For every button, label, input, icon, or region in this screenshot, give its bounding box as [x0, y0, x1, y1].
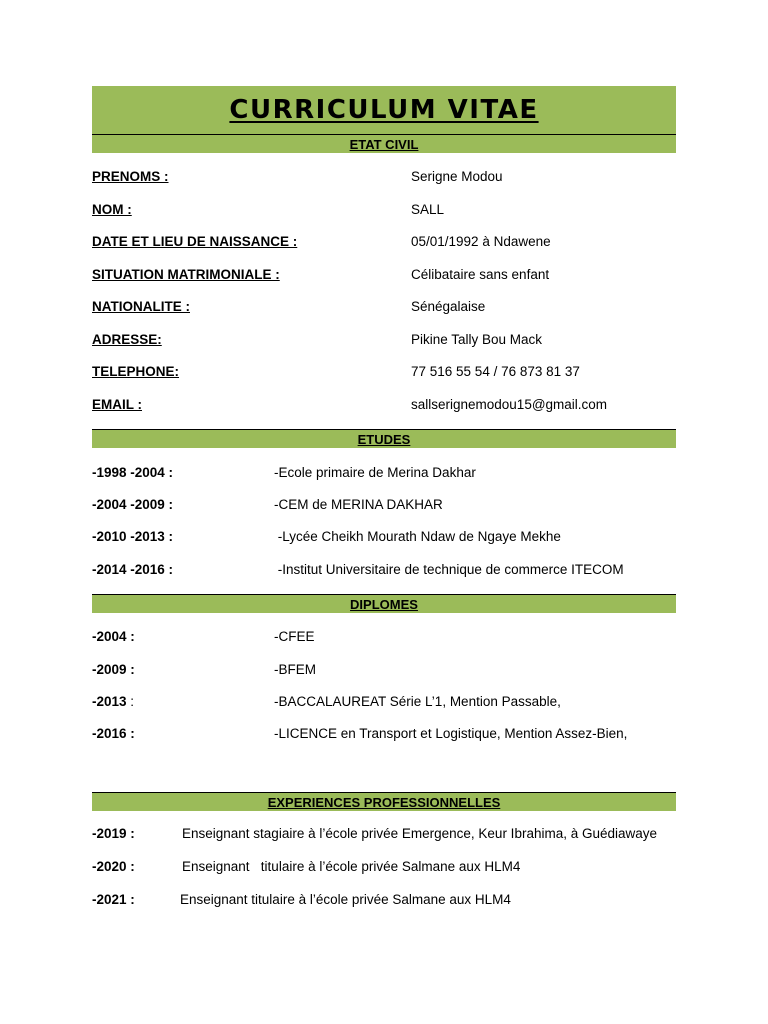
section-title-diplomes: DIPLOMES — [350, 596, 418, 612]
entry-description: -CFEE — [274, 629, 315, 644]
entry-description: -Institut Universitaire de technique de commerce ITECOM — [274, 562, 624, 577]
section-header-etat-civil — [92, 134, 676, 153]
civil-label: ADRESSE: — [92, 332, 162, 347]
etudes-row — [92, 526, 676, 548]
civil-row-telephone — [92, 361, 676, 383]
diplome-row — [92, 723, 676, 745]
entry-year: -2016 : — [92, 726, 135, 741]
entry-year — [92, 691, 134, 713]
civil-label: DATE ET LIEU DE NAISSANCE : — [92, 234, 298, 249]
section-title-experiences: EXPERIENCES PROFESSIONNELLES — [267, 794, 501, 810]
section-header-experiences — [92, 792, 676, 811]
civil-row-nationalite — [92, 296, 676, 318]
civil-value: 77 516 55 54 / 76 873 81 37 — [411, 364, 580, 379]
civil-row-prenoms — [92, 166, 676, 188]
section-title-etat-civil: ETAT CIVIL — [349, 136, 419, 152]
civil-row-naissance — [92, 231, 676, 253]
title-band — [92, 86, 676, 135]
section-header-diplomes — [92, 594, 676, 613]
entry-description: -Ecole primaire de Merina Dakhar — [274, 465, 476, 480]
entry-description: -Lycée Cheikh Mourath Ndaw de Ngaye Mekhe — [274, 529, 561, 544]
entry-year: -2021 : — [92, 892, 135, 907]
entry-year-colon: : — [126, 694, 135, 709]
diplome-row — [92, 626, 676, 648]
entry-description: Enseignant stagiaire à l’école privée Emergence, Keur Ibrahima, à Guédiawaye — [182, 826, 658, 841]
civil-label: PRENOMS : — [92, 169, 169, 184]
civil-label: EMAIL : — [92, 397, 142, 412]
etudes-row — [92, 462, 676, 484]
civil-value: Célibataire sans enfant — [411, 267, 550, 282]
civil-row-situation — [92, 264, 676, 286]
civil-label: NOM : — [92, 202, 132, 217]
document-title: CURRICULUM VITAE — [229, 95, 539, 125]
civil-value: Pikine Tally Bou Mack — [411, 332, 543, 347]
entry-year: -2009 : — [92, 662, 135, 677]
civil-label: NATIONALITE : — [92, 299, 190, 314]
entry-description: -CEM de MERINA DAKHAR — [274, 497, 443, 512]
entry-description: -BFEM — [274, 662, 316, 677]
experience-row — [92, 889, 676, 911]
entry-year: -2010 -2013 : — [92, 529, 174, 544]
civil-value: sallserignemodou15@gmail.com — [411, 397, 608, 412]
civil-row-email — [92, 394, 676, 416]
entry-description: Enseignant titulaire à l’école privée Salmane aux HLM4 — [182, 859, 521, 874]
diplome-row — [92, 691, 676, 713]
entry-description: -LICENCE en Transport et Logistique, Mention Assez-Bien, — [274, 726, 628, 741]
experience-row — [92, 856, 676, 878]
etudes-row — [92, 559, 676, 581]
entry-year: -2004 : — [92, 629, 135, 644]
civil-label: TELEPHONE: — [92, 364, 180, 379]
entry-description: -BACCALAUREAT Série L’1, Mention Passable, — [274, 694, 561, 709]
entry-year: -2019 : — [92, 826, 135, 841]
entry-year: -2014 -2016 : — [92, 562, 174, 577]
entry-year-number: -2013 — [92, 694, 127, 709]
civil-value: SALL — [411, 202, 445, 217]
civil-value: Sénégalaise — [411, 299, 486, 314]
entry-year: -1998 -2004 : — [92, 465, 174, 480]
civil-row-nom — [92, 199, 676, 221]
entry-year: -2004 -2009 : — [92, 497, 174, 512]
section-title-etudes: ETUDES — [357, 431, 411, 447]
civil-value: Serigne Modou — [411, 169, 503, 184]
civil-label: SITUATION MATRIMONIALE : — [92, 267, 280, 282]
section-header-etudes — [92, 429, 676, 448]
diplome-row — [92, 659, 676, 681]
entry-description: Enseignant titulaire à l’école privée Salmane aux HLM4 — [180, 892, 511, 907]
civil-row-adresse — [92, 329, 676, 351]
entry-year: -2020 : — [92, 859, 135, 874]
experience-row — [92, 823, 676, 845]
civil-value: 05/01/1992 à Ndawene — [411, 234, 551, 249]
etudes-row — [92, 494, 676, 516]
